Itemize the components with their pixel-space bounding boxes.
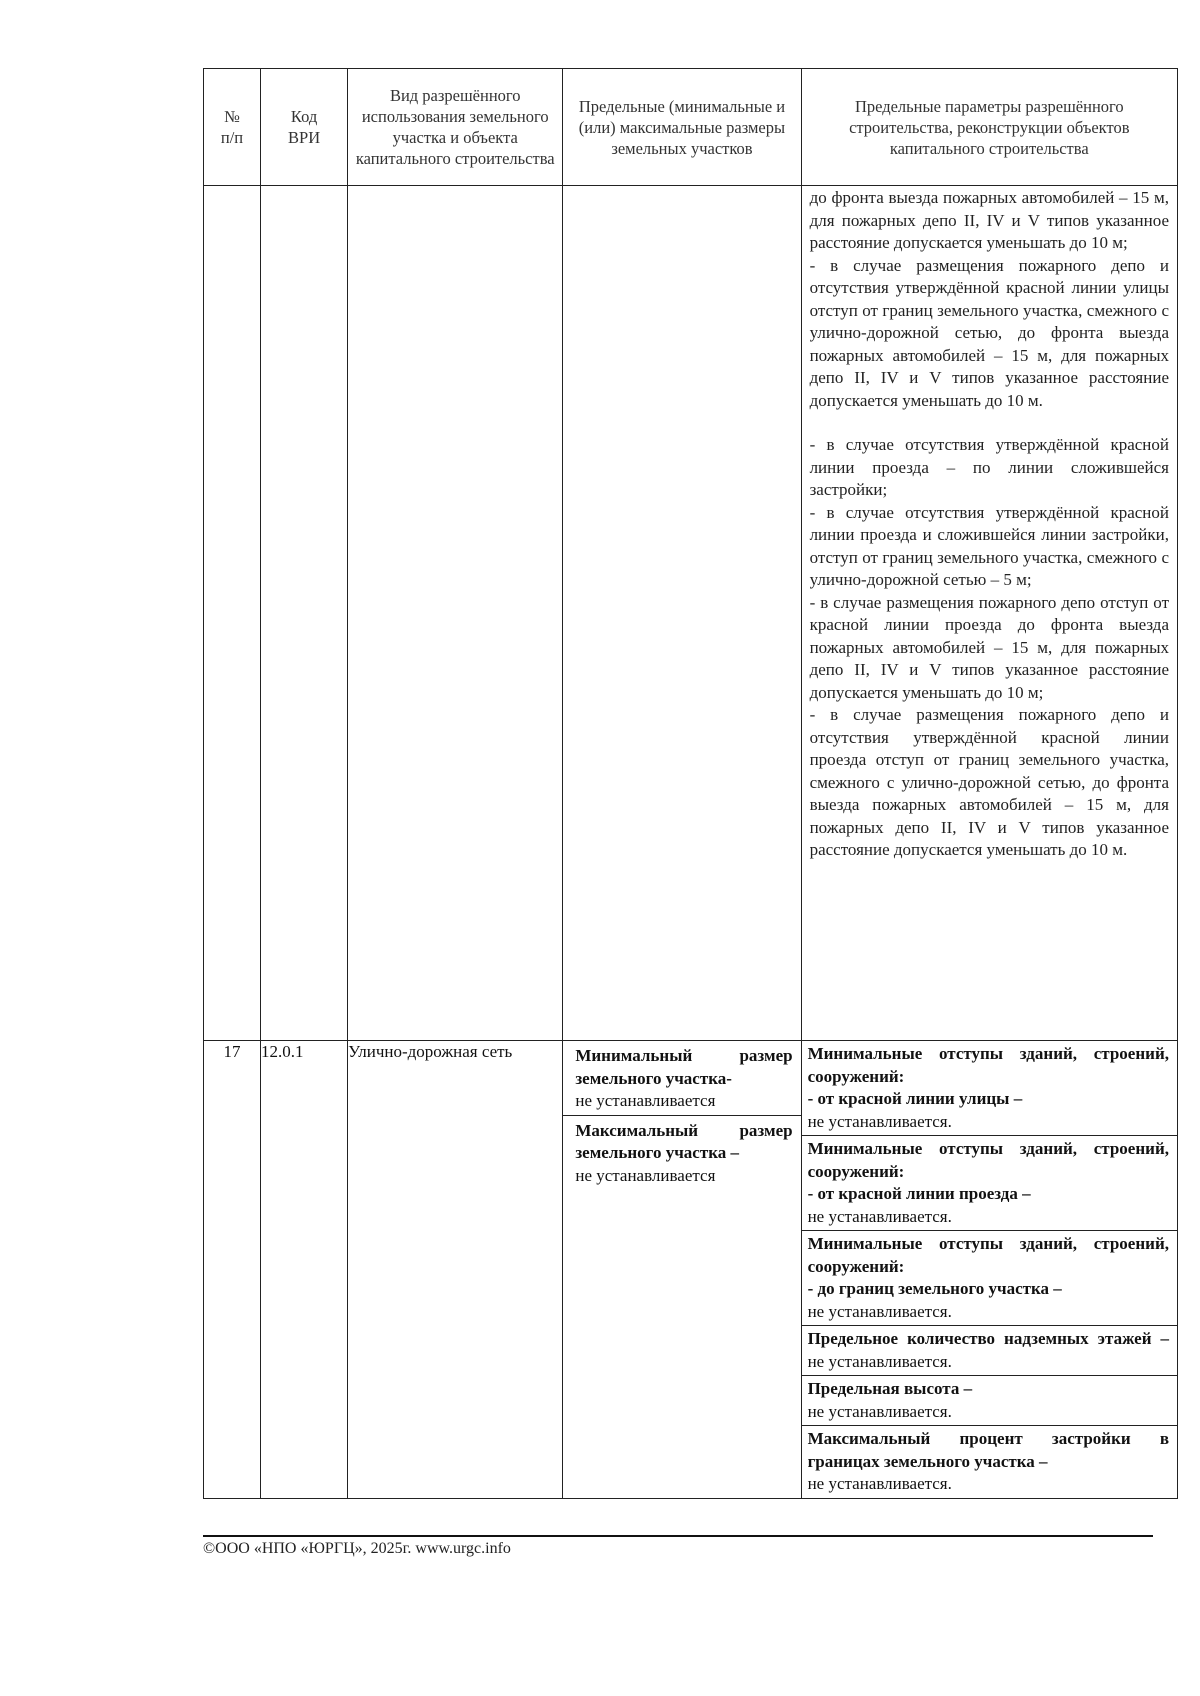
row-plot-sizes	[563, 1041, 801, 1499]
table-row-17	[204, 1041, 1178, 1499]
paragraph-gap	[810, 412, 1169, 434]
param-title: Предельное количество надземных этажей –	[807, 1329, 1169, 1348]
min-size-title: Минимальный размер земельного участка-	[575, 1046, 793, 1088]
max-size-block	[563, 1115, 800, 1190]
table-header-row	[204, 69, 1178, 186]
param-title: Минимальные отступы зданий, строений, сооружений:	[807, 1234, 1169, 1276]
param-subtitle: - до границ земельного участка –	[807, 1279, 1062, 1298]
param-block	[802, 1041, 1177, 1136]
param-title: Предельная высота –	[807, 1379, 973, 1398]
cell-empty-code	[261, 186, 348, 1041]
row-use-type: Улично-дорожная сеть	[348, 1041, 563, 1499]
param-subtitle: - от красной линии улицы –	[807, 1089, 1023, 1108]
max-size-value: не устанавливается	[575, 1165, 716, 1185]
paragraph: до фронта выезда пожарных автомобилей – 15 м, для пожарных депо II, IV и V типов указанное расстояние допускается уменьшать до 10 м;	[809, 188, 1169, 252]
param-value: не устанавливается.	[807, 1206, 952, 1226]
paragraph: - в случае размещения пожарного депо и отсутствия утверждённой красной линии улицы отступ от границ земельного участка, смежного с улично-дорожной сетью, до фронта выезда пожарных автомобилей – 15 м, для пожарных депо II, IV и V типов указанное расстояние допускается уменьшать до 10 м.	[809, 255, 1169, 410]
paragraph: - в случае размещения пожарного депо отступ от красной линии проезда до фронта выезда пожарных автомобилей – 15 м, для пожарных депо II, IV и V типов указанное расстояние допускается уменьшать до 10 м;	[809, 592, 1169, 702]
param-block	[802, 1136, 1177, 1231]
header-plot-sizes: Предельные (минимальные и (или) максимальные размеры земельных участков	[563, 69, 801, 186]
regulations-table	[203, 68, 1178, 1499]
footer-copyright: ©ООО «НПО «ЮРГЦ», 2025г. www.urgc.info	[203, 1540, 511, 1557]
param-value: не устанавливается.	[807, 1351, 952, 1371]
param-block	[802, 1326, 1177, 1376]
param-block	[802, 1376, 1177, 1426]
min-size-block	[563, 1041, 800, 1115]
param-value: не устанавливается.	[807, 1401, 952, 1421]
param-block	[802, 1231, 1177, 1326]
param-value: не устанавливается.	[807, 1301, 952, 1321]
param-title: Минимальные отступы зданий, строений, сооружений:	[807, 1139, 1169, 1181]
param-title: Максимальный процент застройки в границах земельного участка –	[807, 1429, 1169, 1471]
cell-empty-sizes	[563, 186, 801, 1041]
param-title: Минимальные отступы зданий, строений, сооружений:	[807, 1044, 1169, 1086]
cell-continuation-params	[801, 186, 1177, 1041]
cell-empty-num	[204, 186, 261, 1041]
row-build-params	[801, 1041, 1177, 1499]
header-build-params: Предельные параметры разрешённого строительства, реконструкции объектов капитального строительства	[801, 69, 1177, 186]
param-value: не устанавливается.	[807, 1111, 952, 1131]
param-value: не устанавливается.	[807, 1474, 952, 1493]
table-row-continuation	[204, 186, 1178, 1041]
paragraph: - в случае размещения пожарного депо и отсутствия утверждённой красной линии проезда отступ от границ земельного участка, смежного с улично-дорожной сетью, до фронта выезда пожарных автомобилей – 15 м, для пожарных депо II, IV и V типов указанное расстояние допускается уменьшать до 10 м.	[809, 705, 1169, 859]
paragraph: - в случае отсутствия утверждённой красной линии проезда – по линии сложившейся застройки;	[809, 435, 1169, 499]
max-size-title: Максимальный размер земельного участка –	[575, 1120, 793, 1162]
header-use-type: Вид разрешённого использования земельного участка и объекта капитального строительства	[348, 69, 563, 186]
paragraph: - в случае отсутствия утверждённой красной линии проезда и сложившейся линии застройки, отступ от границ земельного участка, смежного с улично-дорожной сетью – 5 м;	[809, 502, 1169, 589]
param-block	[802, 1426, 1177, 1498]
param-subtitle: - от красной линии проезда –	[807, 1184, 1031, 1203]
min-size-value: не устанавливается	[575, 1091, 716, 1110]
footer-divider	[203, 1535, 1153, 1537]
header-code: Код ВРИ	[261, 69, 348, 186]
header-number: № п/п	[204, 69, 261, 186]
row-code: 12.0.1	[261, 1041, 348, 1499]
row-number: 17	[204, 1041, 261, 1499]
cell-empty-use	[348, 186, 563, 1041]
